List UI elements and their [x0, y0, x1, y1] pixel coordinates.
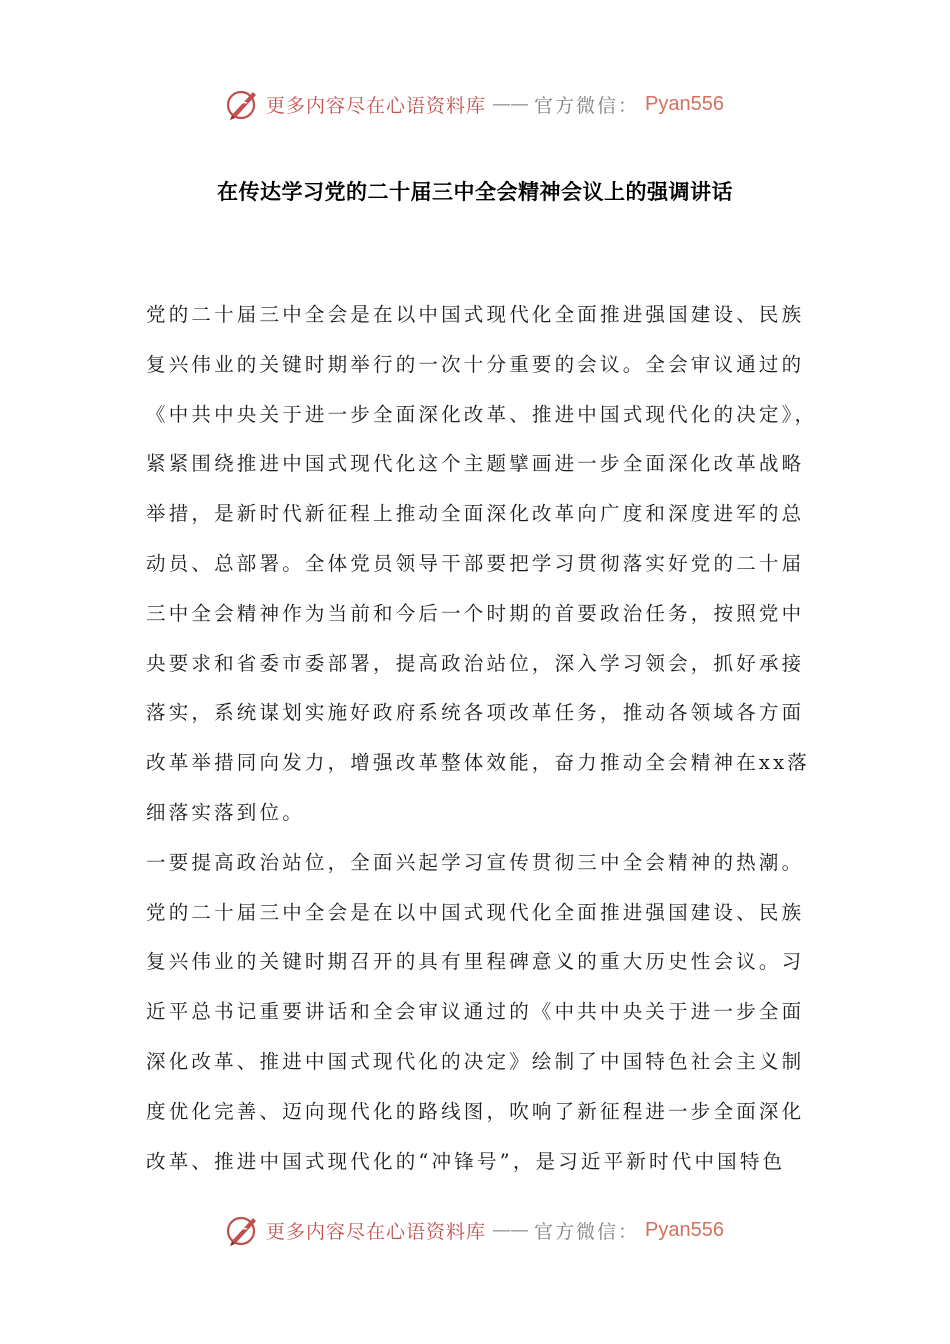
brand-name: 更多内容尽在心语资料库 — [266, 1220, 487, 1243]
header-watermark-banner — [0, 84, 950, 124]
body-line: 紧紧围绕推进中国式现代化这个主题擘画进一步全面深化改革战略 — [146, 452, 805, 476]
wechat-id: Pyan556 — [645, 1218, 724, 1241]
body-line: 动员、总部署。全体党员领导干部要把学习贯彻落实好党的二十届 — [146, 551, 805, 575]
document-body — [146, 290, 818, 1186]
body-line: 度优化完善、迈向现代化的路线图，吹响了新征程进一步全面深化 — [146, 1099, 805, 1123]
body-line: 央要求和省委市委部署，提高政治站位，深入学习领会，抓好承接 — [146, 651, 805, 675]
body-line: 三中全会精神作为当前和今后一个时期的首要政治任务，按照党中 — [146, 601, 805, 625]
body-line: 举措，是新时代新征程上推动全面深化改革向广度和深度进军的总 — [146, 502, 805, 526]
banner-separator: —— — [492, 1219, 529, 1241]
banner-separator: —— — [492, 93, 529, 115]
brand-name: 更多内容尽在心语资料库 — [266, 94, 487, 117]
body-line: 党的二十届三中全会是在以中国式现代化全面推进强国建设、民族 — [146, 900, 805, 924]
body-line: 改革、推进中国式现代化的“冲锋号”，是习近平新时代中国特色 — [146, 1149, 786, 1173]
body-line: 复兴伟业的关键时期召开的具有里程碑意义的重大历史性会议。习 — [146, 950, 805, 974]
wechat-label: 官方微信： — [534, 1220, 640, 1243]
body-line: 细落实落到位。 — [146, 800, 305, 824]
body-line: 深化改革、推进中国式现代化的决定》绘制了中国特色社会主义制 — [146, 1049, 805, 1073]
pen-logo-icon — [226, 87, 260, 121]
body-line: 复兴伟业的关键时期举行的一次十分重要的会议。全会审议通过的 — [146, 352, 805, 376]
pen-logo-icon — [226, 1213, 260, 1247]
wechat-label: 官方微信： — [534, 94, 640, 117]
body-line: 近平总书记重要讲话和全会审议通过的《中共中央关于进一步全面 — [146, 1000, 805, 1024]
body-line: 《中共中央关于进一步全面深化改革、推进中国式现代化的决定》， — [146, 402, 818, 426]
body-line: 党的二十届三中全会是在以中国式现代化全面推进强国建设、民族 — [146, 303, 805, 326]
document-title: 在传达学习党的二十届三中全会精神会议上的强调讲话 — [217, 180, 733, 204]
section-heading-line: 一要提高政治站位，全面兴起学习宣传贯彻三中全会精神的热潮。 — [146, 850, 805, 874]
body-line: 落实，系统谋划实施好政府系统各项改革任务，推动各领域各方面 — [146, 701, 805, 725]
body-line: 改革举措同向发力，增强改革整体效能，奋力推动全会精神在xx落 — [146, 751, 810, 775]
wechat-id: Pyan556 — [645, 92, 724, 115]
footer-watermark-banner — [0, 1210, 950, 1250]
